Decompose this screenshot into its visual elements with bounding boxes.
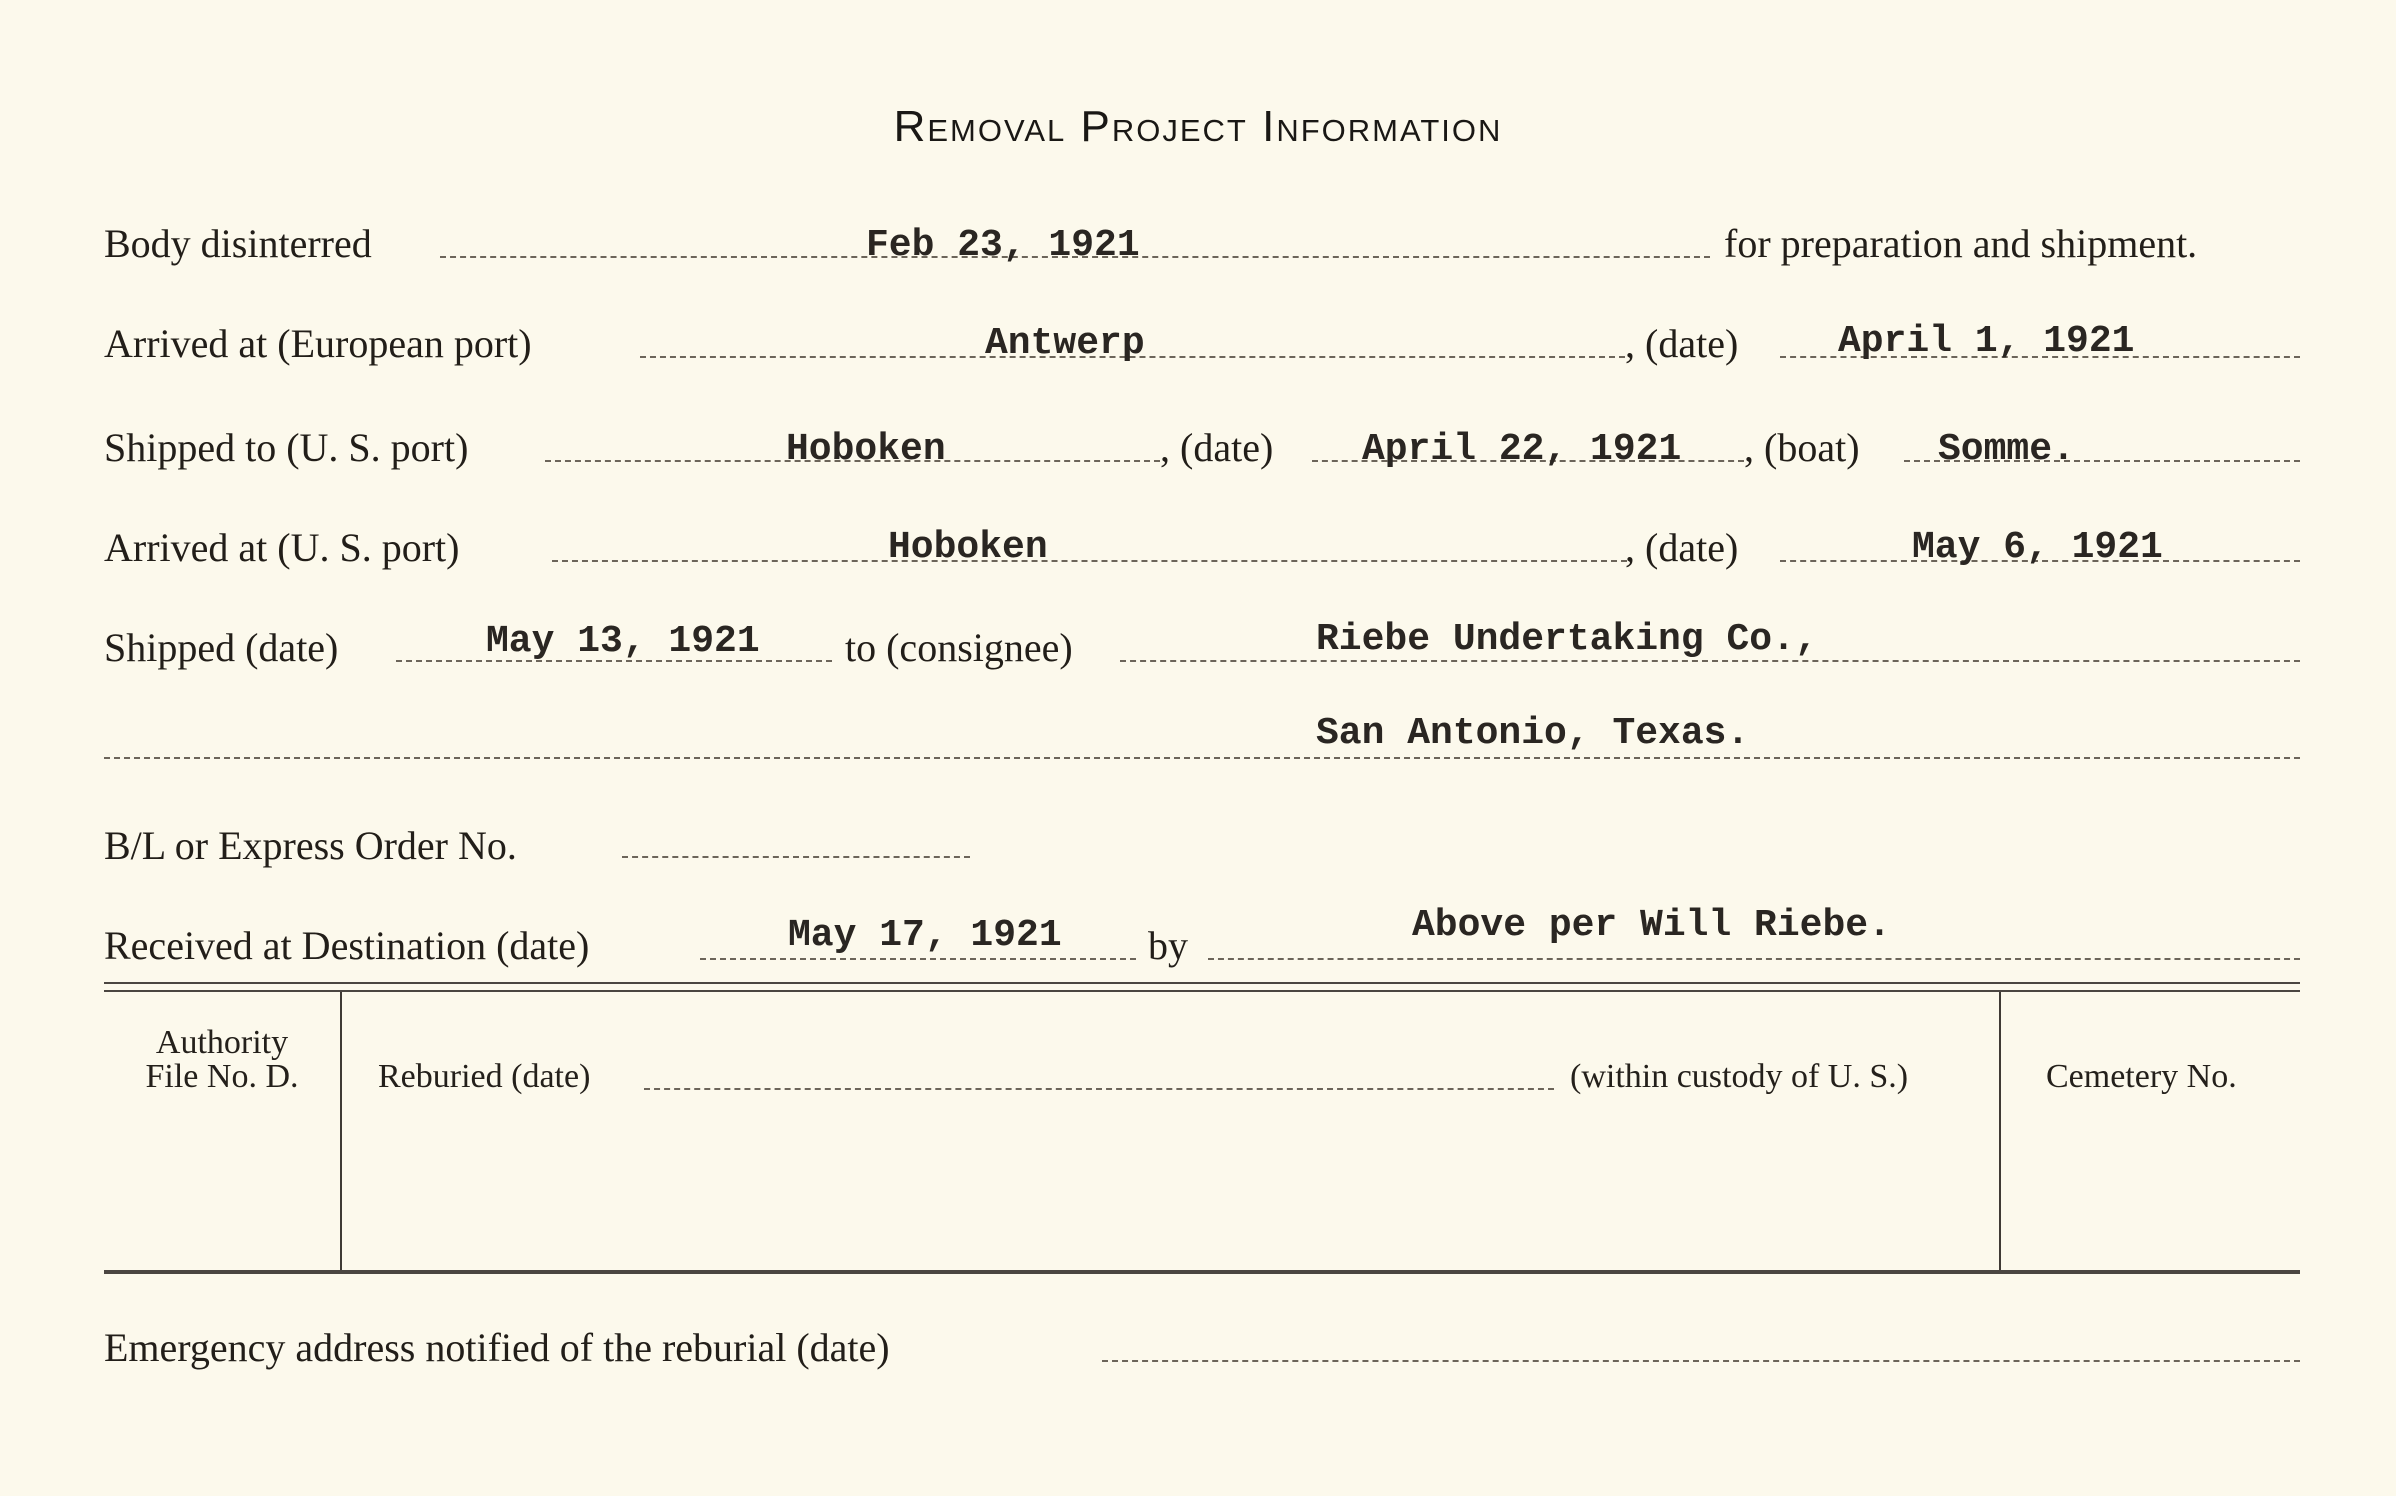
card-title: Removal Project Information [893,102,1503,151]
shipped-label: Shipped (date) [104,625,339,670]
table-divider-left [340,992,342,1270]
arrived-us-port-line [552,560,1627,562]
shipped-us-boat: Somme. [1938,428,2075,471]
shipped-us-date: April 22, 1921 [1362,428,1682,471]
emergency-line [1102,1360,2300,1362]
consignee-label: to (consignee) [845,625,1073,670]
arrived-us-date: May 6, 1921 [1912,526,2163,569]
shipped-us-label: Shipped to (U. S. port) [104,425,469,470]
reburied-label: Reburied (date) [378,1058,591,1095]
arrived-eu-label: Arrived at (European port) [104,321,532,366]
received-label: Received at Destination (date) [104,923,590,968]
table-divider-right [1999,992,2001,1270]
table-top-rule [104,982,2300,984]
bl-label: B/L or Express Order No. [104,823,517,868]
arrived-us-label: Arrived at (U. S. port) [104,525,460,570]
arrived-us-port: Hoboken [888,526,1048,569]
received-by-line [1208,958,2300,960]
table-bottom-rule [104,1270,2300,1274]
disinterred-suffix: for preparation and shipment. [1724,221,2198,266]
disinterred-date: Feb 23, 1921 [866,224,1140,267]
consignee-line2: San Antonio, Texas. [1316,712,1750,755]
arrived-eu-date-label: , (date) [1625,321,1739,366]
authority-line1: Authority [155,1024,289,1061]
arrived-us-date-label: , (date) [1625,525,1739,570]
received-by: Above per Will Riebe. [1412,904,1891,947]
shipped-us-date-label: , (date) [1160,425,1274,470]
arrived-eu-date: April 1, 1921 [1838,320,2135,363]
shipped-date: May 13, 1921 [486,620,760,663]
received-by-label: by [1148,923,1188,968]
shipped-us-boat-label: , (boat) [1744,425,1860,470]
reburied-line [644,1088,1554,1090]
authority-line2: File No. D. [145,1058,299,1095]
shipped-us-port: Hoboken [786,428,946,471]
consignee-line1: Riebe Undertaking Co., [1316,618,1818,661]
consignee-continuation-line [104,757,2300,759]
arrived-eu-port: Antwerp [985,322,1145,365]
disinterred-label: Body disinterred [104,221,372,266]
bl-line [622,856,970,858]
received-date: May 17, 1921 [788,914,1062,957]
custody-label: (within custody of U. S.) [1570,1058,1909,1095]
emergency-label: Emergency address notified of the reburial (date) [104,1325,890,1370]
cemetery-label: Cemetery No. [2046,1058,2237,1095]
received-date-line [700,958,1136,960]
table-top-rule-2 [104,990,2300,992]
